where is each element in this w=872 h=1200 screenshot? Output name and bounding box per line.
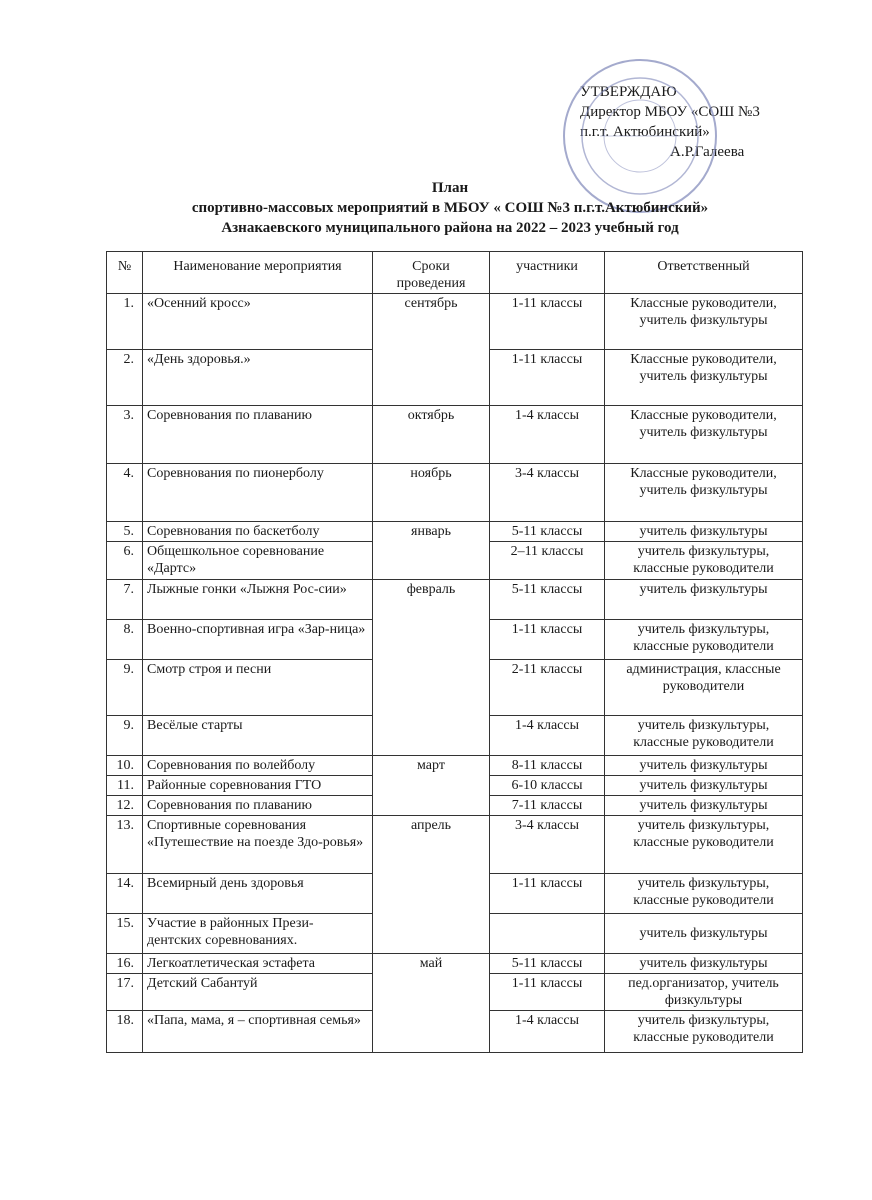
- participants-cell: 1-11 классы: [490, 350, 605, 406]
- header-name: Наименование мероприятия: [143, 252, 373, 294]
- month-cell: январь: [373, 522, 490, 580]
- table-row: [107, 580, 803, 620]
- event-name: «Осенний кросс»: [143, 294, 373, 350]
- participants-cell: 1-4 классы: [490, 406, 605, 464]
- responsible-cell: учитель физкультуры, классные руководители: [605, 620, 803, 660]
- row-number: 9.: [107, 660, 143, 716]
- approval-line-4: А.Р.Галеева: [670, 144, 745, 160]
- row-number: 3.: [107, 406, 143, 464]
- responsible-cell: учитель физкультуры: [605, 580, 803, 620]
- responsible-cell: учитель физкультуры, классные руководители: [605, 1011, 803, 1053]
- table-row: [107, 464, 803, 522]
- header-responsible: Ответственный: [605, 252, 803, 294]
- events-table: [106, 251, 803, 1053]
- event-name: Районные соревнования ГТО: [143, 776, 373, 796]
- responsible-cell: учитель физкультуры, классные руководители: [605, 716, 803, 756]
- month-cell: февраль: [373, 580, 490, 756]
- header-participants: участники: [490, 252, 605, 294]
- participants-cell: 2–11 классы: [490, 542, 605, 580]
- approval-line-3: п.г.т. Актюбинский»: [580, 124, 710, 140]
- event-name: Детский Сабантуй: [143, 974, 373, 1011]
- event-name: Лыжные гонки «Лыжня Рос-сии»: [143, 580, 373, 620]
- participants-cell: 5-11 классы: [490, 954, 605, 974]
- event-name: «Папа, мама, я – спортивная семья»: [143, 1011, 373, 1053]
- event-name: Соревнования по плаванию: [143, 406, 373, 464]
- responsible-cell: учитель физкультуры: [605, 756, 803, 776]
- participants-cell: 1-4 классы: [490, 1011, 605, 1053]
- row-number: 15.: [107, 914, 143, 954]
- table-row: [107, 756, 803, 776]
- participants-cell: 5-11 классы: [490, 580, 605, 620]
- event-name: Соревнования по плаванию: [143, 796, 373, 816]
- header-dates: Сроки проведения: [373, 252, 490, 294]
- month-cell: сентябрь: [373, 294, 490, 406]
- row-number: 12.: [107, 796, 143, 816]
- row-number: 6.: [107, 542, 143, 580]
- participants-cell: 2-11 классы: [490, 660, 605, 716]
- table-row: [107, 816, 803, 874]
- participants-cell: 3-4 классы: [490, 816, 605, 874]
- event-name: Смотр строя и песни: [143, 660, 373, 716]
- participants-cell: 1-11 классы: [490, 620, 605, 660]
- table-row: [107, 406, 803, 464]
- responsible-cell: учитель физкультуры, классные руководители: [605, 874, 803, 914]
- responsible-cell: учитель физкультуры: [605, 776, 803, 796]
- event-name: Участие в районных Прези-дентских соревнованиях.: [143, 914, 373, 954]
- row-number: 11.: [107, 776, 143, 796]
- row-number: 18.: [107, 1011, 143, 1053]
- responsible-cell: Классные руководители, учитель физкультуры: [605, 294, 803, 350]
- event-name: Весёлые старты: [143, 716, 373, 756]
- approval-line-1: УТВЕРЖДАЮ: [580, 84, 677, 100]
- event-name: Соревнования по волейболу: [143, 756, 373, 776]
- month-cell: ноябрь: [373, 464, 490, 522]
- table-row: [107, 954, 803, 974]
- row-number: 16.: [107, 954, 143, 974]
- row-number: 5.: [107, 522, 143, 542]
- event-name: Всемирный день здоровья: [143, 874, 373, 914]
- participants-cell: 6-10 классы: [490, 776, 605, 796]
- month-cell: октябрь: [373, 406, 490, 464]
- responsible-cell: учитель физкультуры: [605, 796, 803, 816]
- participants-cell: 1-11 классы: [490, 294, 605, 350]
- responsible-cell: пед.организатор, учитель физкультуры: [605, 974, 803, 1011]
- event-name: Соревнования по баскетболу: [143, 522, 373, 542]
- event-name: Соревнования по пионерболу: [143, 464, 373, 522]
- row-number: 1.: [107, 294, 143, 350]
- participants-cell: [490, 914, 605, 954]
- row-number: 10.: [107, 756, 143, 776]
- table-row: [107, 294, 803, 350]
- month-cell: апрель: [373, 816, 490, 954]
- row-number: 4.: [107, 464, 143, 522]
- participants-cell: 7-11 классы: [490, 796, 605, 816]
- event-name: Легкоатлетическая эстафета: [143, 954, 373, 974]
- participants-cell: 5-11 классы: [490, 522, 605, 542]
- responsible-cell: учитель физкультуры, классные руководители: [605, 816, 803, 874]
- participants-cell: 1-11 классы: [490, 874, 605, 914]
- event-name: «День здоровья.»: [143, 350, 373, 406]
- month-cell: май: [373, 954, 490, 1053]
- row-number: 14.: [107, 874, 143, 914]
- title-line-1: План: [431, 180, 469, 196]
- participants-cell: 3-4 классы: [490, 464, 605, 522]
- header-number: №: [107, 252, 143, 294]
- participants-cell: 1-11 классы: [490, 974, 605, 1011]
- responsible-cell: учитель физкультуры: [605, 914, 803, 954]
- event-name: Общешкольное соревнование «Дартс»: [143, 542, 373, 580]
- title-line-3: Азнакаевского муниципального района на 2022 – 2023 учебный год: [221, 220, 679, 236]
- row-number: 13.: [107, 816, 143, 874]
- row-number: 2.: [107, 350, 143, 406]
- responsible-cell: Классные руководители, учитель физкультуры: [605, 406, 803, 464]
- approval-line-2: Директор МБОУ «СОШ №3: [580, 104, 760, 120]
- table-header-row: [107, 252, 803, 294]
- row-number: 8.: [107, 620, 143, 660]
- responsible-cell: Классные руководители, учитель физкультуры: [605, 464, 803, 522]
- participants-cell: 8-11 классы: [490, 756, 605, 776]
- document-title: [100, 178, 800, 238]
- responsible-cell: Классные руководители, учитель физкультуры: [605, 350, 803, 406]
- event-name: Спортивные соревнования «Путешествие на поезде Здо-ровья»: [143, 816, 373, 874]
- responsible-cell: учитель физкультуры: [605, 522, 803, 542]
- responsible-cell: администрация, классные руководители: [605, 660, 803, 716]
- table-row: [107, 522, 803, 542]
- responsible-cell: учитель физкультуры: [605, 954, 803, 974]
- event-name: Военно-спортивная игра «Зар-ница»: [143, 620, 373, 660]
- row-number: 7.: [107, 580, 143, 620]
- month-cell: март: [373, 756, 490, 816]
- row-number: 17.: [107, 974, 143, 1011]
- row-number: 9.: [107, 716, 143, 756]
- responsible-cell: учитель физкультуры, классные руководители: [605, 542, 803, 580]
- title-line-2: спортивно-массовых мероприятий в МБОУ « СОШ №3 п.г.т.Актюбинский»: [191, 200, 709, 216]
- participants-cell: 1-4 классы: [490, 716, 605, 756]
